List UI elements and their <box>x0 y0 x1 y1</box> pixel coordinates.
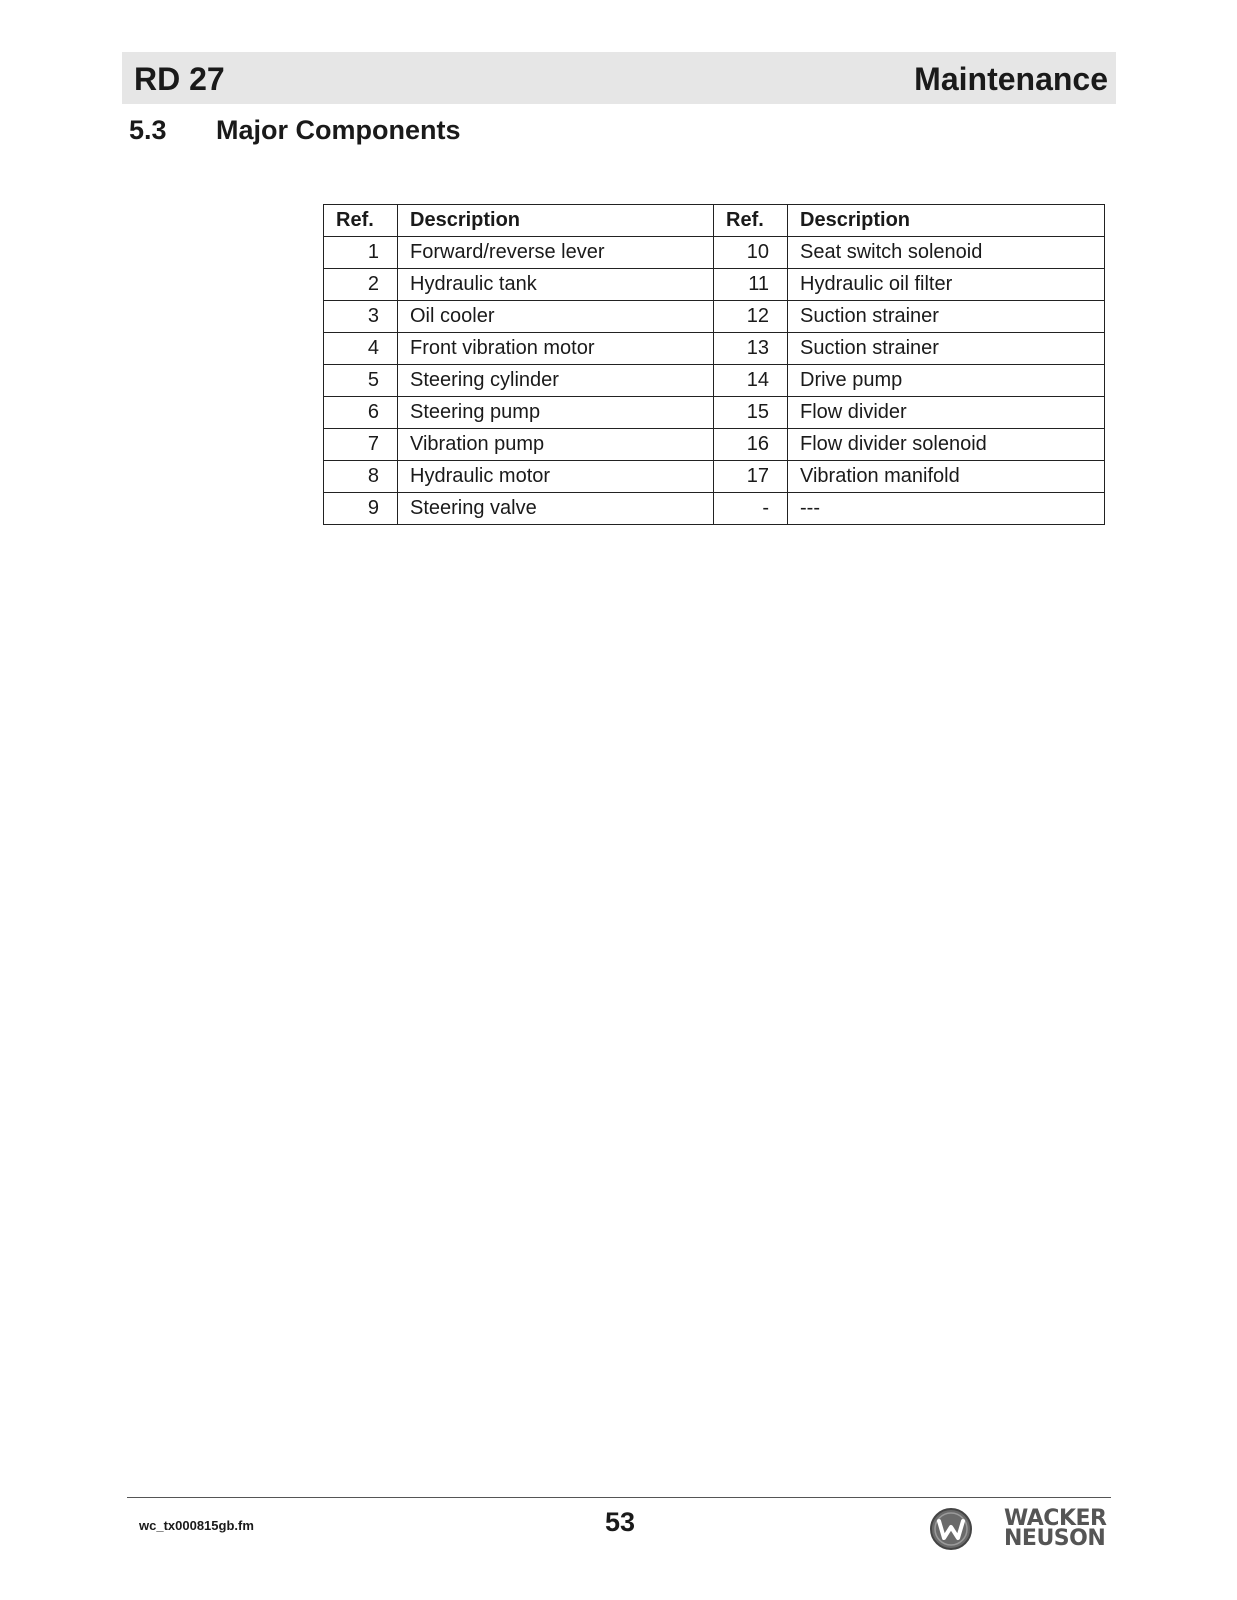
ref-cell: 3 <box>324 301 398 333</box>
ref-cell: 7 <box>324 429 398 461</box>
ref-cell: 2 <box>324 269 398 301</box>
table-row <box>324 237 1105 269</box>
description-cell: Suction strainer <box>788 333 1105 365</box>
model-title: RD 27 <box>134 61 225 97</box>
description-cell: Front vibration motor <box>398 333 714 365</box>
components-table <box>323 204 1105 525</box>
ref-cell: 4 <box>324 333 398 365</box>
description-cell: Vibration manifold <box>788 461 1105 493</box>
ref-cell: 17 <box>714 461 788 493</box>
table-row <box>324 397 1105 429</box>
column-header-description-1: Description <box>398 205 714 237</box>
description-cell: Seat switch solenoid <box>788 237 1105 269</box>
page-number: 53 <box>604 1507 636 1537</box>
section-title: Major Components <box>216 115 461 145</box>
description-cell: Forward/reverse lever <box>398 237 714 269</box>
ref-cell: 10 <box>714 237 788 269</box>
table-row <box>324 269 1105 301</box>
section-number: 5.3 <box>129 115 167 145</box>
ref-cell: 13 <box>714 333 788 365</box>
chapter-title: Maintenance <box>914 61 1108 97</box>
ref-cell: 16 <box>714 429 788 461</box>
footer-filename: wc_tx000815gb.fm <box>139 1518 254 1533</box>
ref-cell: 14 <box>714 365 788 397</box>
description-cell: Steering cylinder <box>398 365 714 397</box>
wacker-neuson-w-logo-icon <box>929 1507 973 1551</box>
ref-cell: 5 <box>324 365 398 397</box>
ref-cell: 8 <box>324 461 398 493</box>
logo-line-2: NEUSON <box>1004 1526 1106 1551</box>
description-cell: Flow divider solenoid <box>788 429 1105 461</box>
table-row <box>324 365 1105 397</box>
ref-cell: 6 <box>324 397 398 429</box>
description-cell: Steering valve <box>398 493 714 525</box>
logo-line-1: WACKER <box>1004 1506 1107 1531</box>
table-row <box>324 429 1105 461</box>
description-cell: --- <box>788 493 1105 525</box>
table-header-row <box>324 205 1105 237</box>
ref-cell: 15 <box>714 397 788 429</box>
ref-cell: 12 <box>714 301 788 333</box>
description-cell: Suction strainer <box>788 301 1105 333</box>
ref-cell: 11 <box>714 269 788 301</box>
table-row <box>324 333 1105 365</box>
description-cell: Flow divider <box>788 397 1105 429</box>
column-header-description-2: Description <box>788 205 1105 237</box>
footer-divider <box>127 1497 1111 1498</box>
section-heading <box>129 113 461 147</box>
description-cell: Oil cooler <box>398 301 714 333</box>
description-cell: Steering pump <box>398 397 714 429</box>
description-cell: Hydraulic motor <box>398 461 714 493</box>
ref-cell: 1 <box>324 237 398 269</box>
page-header <box>122 52 1116 104</box>
table-row <box>324 493 1105 525</box>
table-row <box>324 461 1105 493</box>
description-cell: Drive pump <box>788 365 1105 397</box>
company-logo-text <box>1004 1506 1107 1551</box>
ref-cell: - <box>714 493 788 525</box>
description-cell: Vibration pump <box>398 429 714 461</box>
column-header-ref-1: Ref. <box>324 205 398 237</box>
description-cell: Hydraulic oil filter <box>788 269 1105 301</box>
description-cell: Hydraulic tank <box>398 269 714 301</box>
table-row <box>324 301 1105 333</box>
column-header-ref-2: Ref. <box>714 205 788 237</box>
ref-cell: 9 <box>324 493 398 525</box>
